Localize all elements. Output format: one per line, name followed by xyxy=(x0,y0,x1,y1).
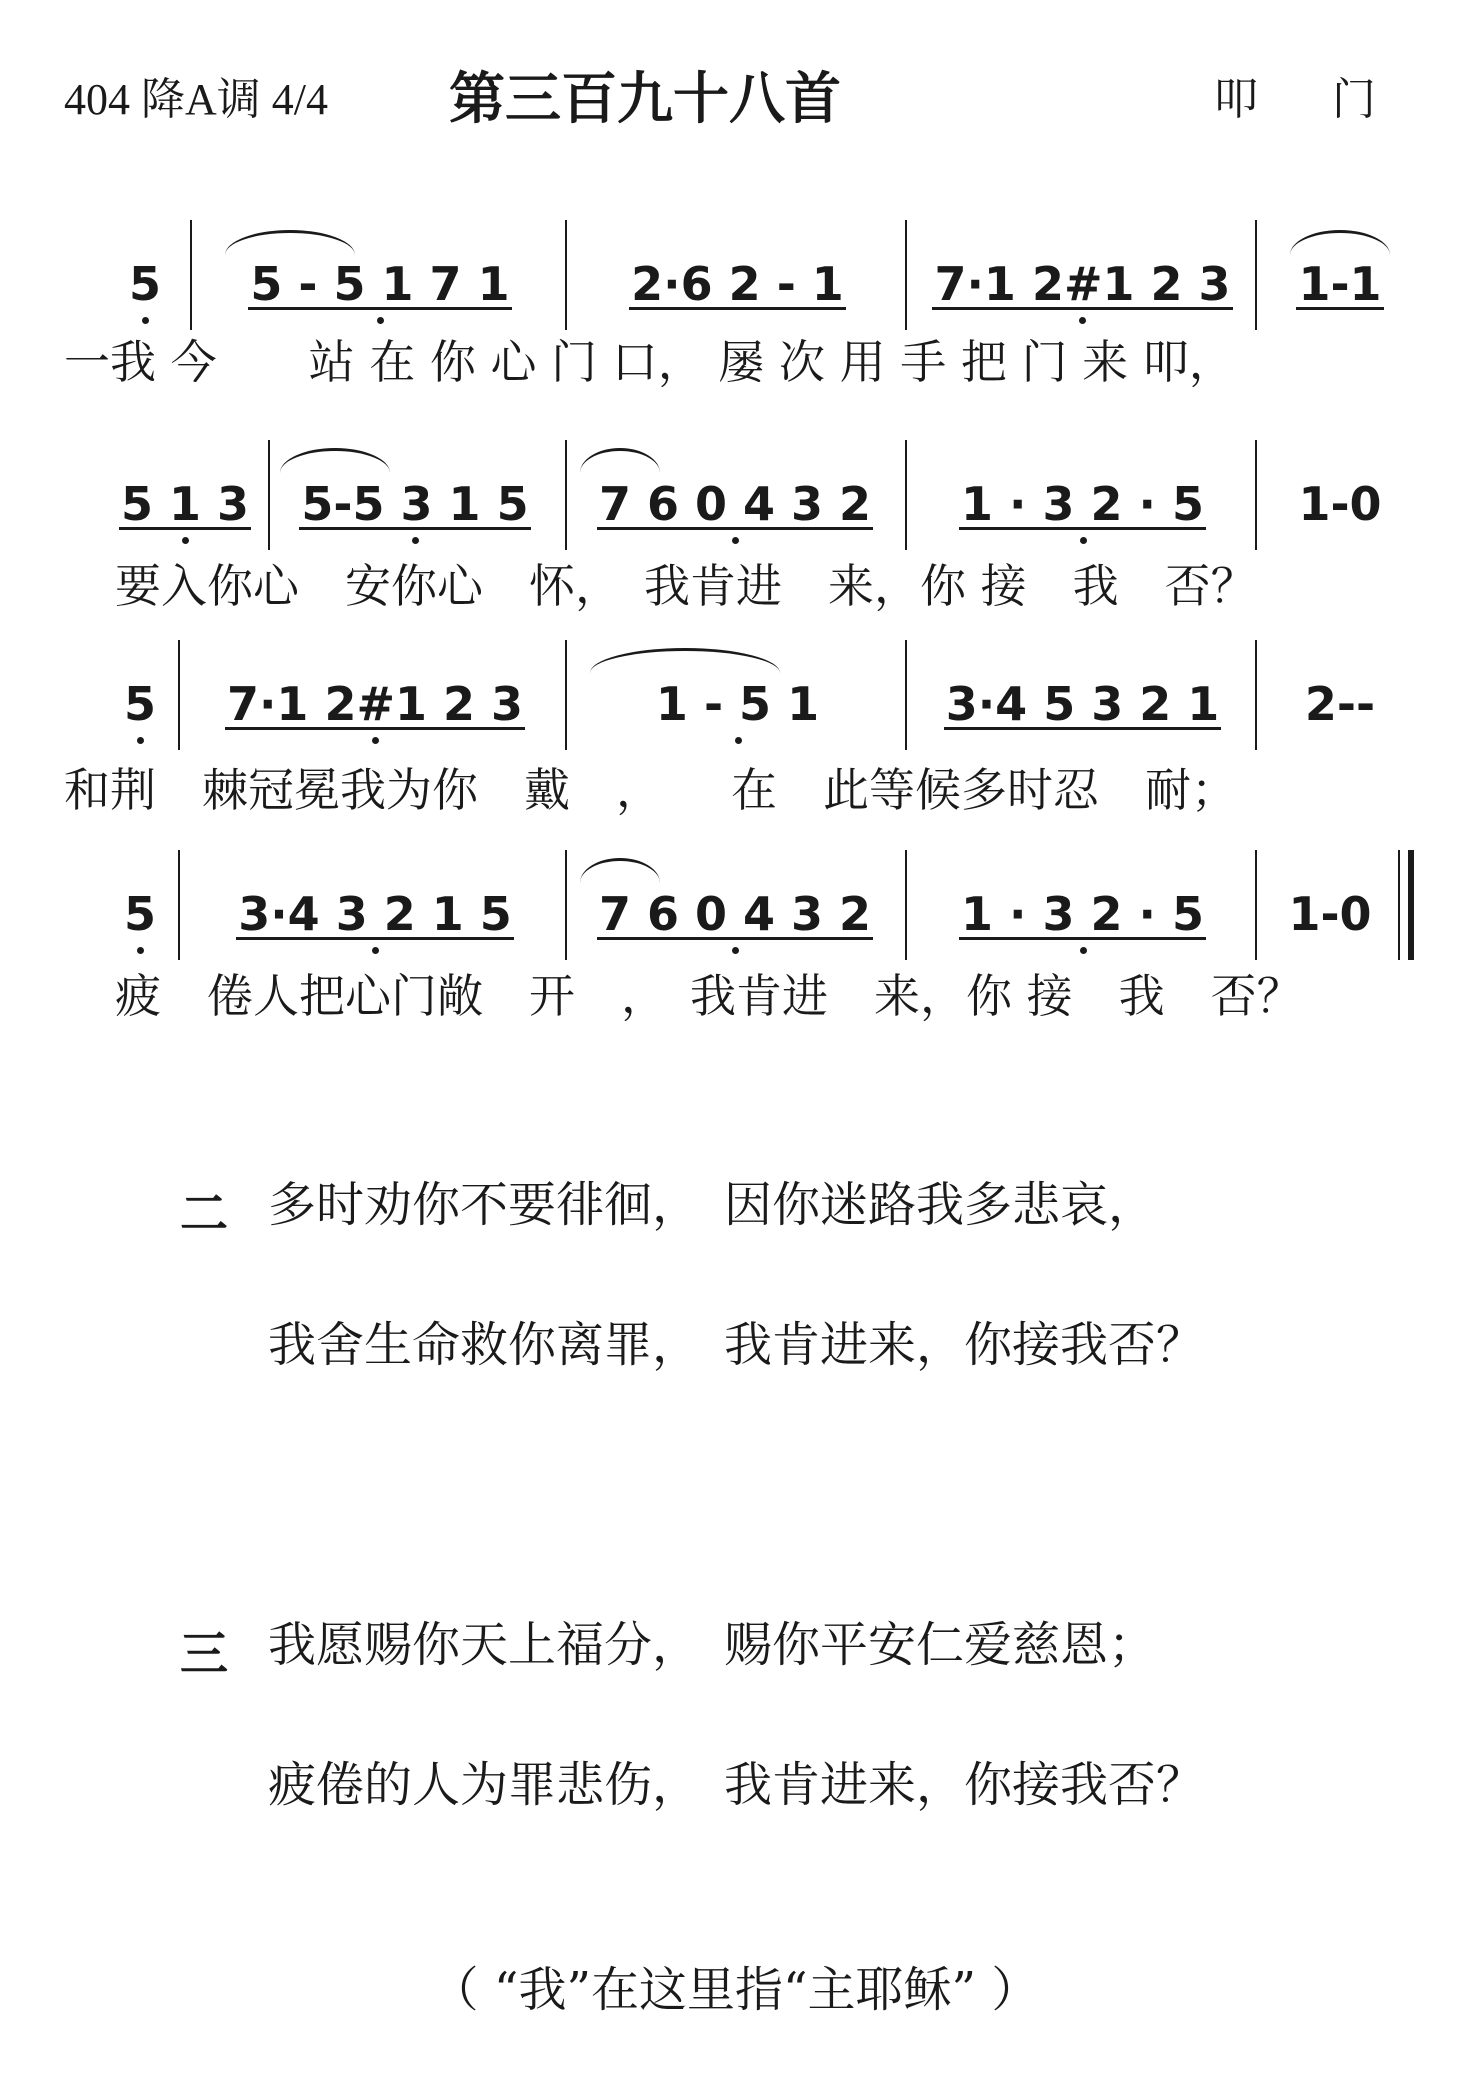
note-group: 3·4 3 2 1 5 xyxy=(234,886,516,942)
score-system-3 xyxy=(0,620,1470,820)
measure xyxy=(580,676,895,732)
note-group: 3·4 5 3 2 1 xyxy=(942,676,1224,732)
note: 5 xyxy=(120,886,160,942)
lyrics-line: 疲 倦人把心门敞 开 ， 我肯进 来，你 接 我 否？ xyxy=(115,969,1303,1023)
note-group: 2-- xyxy=(1304,677,1376,731)
verse-line: 疲倦的人为罪悲伤， 我肯进来，你接我否？ xyxy=(268,1757,1205,1813)
note-group: 7 6 0 4 3 2 xyxy=(595,886,875,942)
note-group: 7·1 2#1 2 3 xyxy=(223,676,527,732)
note: 5 xyxy=(120,676,160,732)
measure-pickup xyxy=(110,476,260,532)
note-group: 1-0 xyxy=(1288,887,1372,941)
measure xyxy=(575,476,895,532)
note: 5 xyxy=(125,256,165,312)
note-group: 1-0 xyxy=(1298,477,1382,531)
note-group: 5-5 3 1 5 xyxy=(297,476,532,532)
measure xyxy=(195,886,555,942)
note-group: 2·6 2 - 1 xyxy=(627,256,848,312)
score-system-2 xyxy=(0,420,1470,620)
hymn-number-key-meter: 404 降A调 4/4 xyxy=(64,75,328,124)
note-group: 5 - 5 1 7 1 xyxy=(246,256,513,312)
measure-pickup xyxy=(110,886,170,942)
verse-line: 我愿赐你天上福分， 赐你平安仁爱慈恩； xyxy=(268,1617,1157,1673)
verse-number: 二 xyxy=(180,1186,229,1242)
note-group: 1 - 5 1 xyxy=(652,676,823,732)
measure xyxy=(275,476,555,532)
measure-pickup xyxy=(110,256,180,312)
measure xyxy=(1270,256,1410,312)
verse-number: 三 xyxy=(180,1626,229,1682)
verse-line: 我舍生命救你离罪， 我肯进来，你接我否？ xyxy=(268,1317,1205,1373)
measure xyxy=(575,886,895,942)
lyrics-line: 一我 今 站 在 你 心 门 口， 屡 次 用 手 把 门 来 叩， xyxy=(64,335,1235,389)
measure xyxy=(580,256,895,312)
note-group: 1 · 3 2 · 5 xyxy=(957,476,1208,532)
note-group: 7 6 0 4 3 2 xyxy=(595,476,875,532)
note-group: 5 1 3 xyxy=(117,476,253,532)
measure xyxy=(1270,476,1410,532)
measure xyxy=(920,476,1245,532)
measure xyxy=(920,256,1245,312)
lyrics-line: 和荆 棘冠冕我为你 戴 ， 在 此等候多时忍 耐； xyxy=(64,763,1237,817)
hymn-subtitle: 叩 门 xyxy=(1214,74,1406,125)
measure xyxy=(195,676,555,732)
note-group: 7·1 2#1 2 3 xyxy=(930,256,1234,312)
lyrics-line: 要入你心 安你心 怀， 我肯进 来，你 接 我 否？ xyxy=(115,559,1257,613)
note-group: 1 · 3 2 · 5 xyxy=(957,886,1208,942)
measure xyxy=(1270,886,1390,942)
measure xyxy=(920,676,1245,732)
measure xyxy=(205,256,555,312)
verse-line: 多时劝你不要徘徊， 因你迷路我多悲哀， xyxy=(268,1177,1157,1233)
footnote: （ “我”在这里指“主耶稣” ） xyxy=(430,1962,1040,2018)
score-system-4 xyxy=(0,830,1470,1030)
score-system-1 xyxy=(0,200,1470,400)
note-group: 1-1 xyxy=(1294,256,1385,312)
measure xyxy=(920,886,1245,942)
measure xyxy=(1270,676,1410,732)
measure-pickup xyxy=(110,676,170,732)
hymn-title: 第三百九十八首 xyxy=(449,67,841,132)
